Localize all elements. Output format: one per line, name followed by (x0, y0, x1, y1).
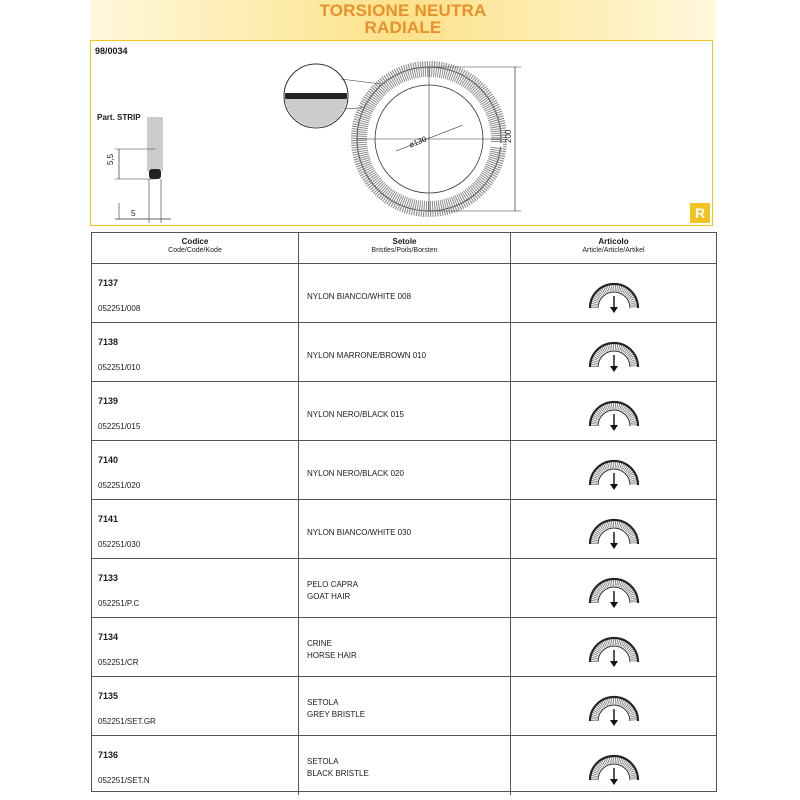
article-cell (510, 618, 716, 676)
table-row (92, 382, 716, 441)
product-reference: 052251/015 (98, 422, 141, 431)
page-title-line2: RADIALE (364, 18, 442, 37)
bristle-line1: CRINE (307, 639, 332, 648)
strip-detail-label: Part. STRIP (97, 113, 141, 122)
table-header (92, 233, 716, 264)
bristle-cell (298, 441, 510, 499)
bristle-line2: GREY BRISTLE (307, 710, 366, 719)
table-row (92, 559, 716, 618)
code-cell (92, 736, 298, 795)
bristle-description (307, 291, 411, 303)
product-code: 7139 (98, 396, 119, 406)
technical-drawing-panel (90, 40, 713, 226)
radial-brush-arc-icon (586, 573, 642, 614)
article-cell (510, 677, 716, 735)
bristle-description (307, 697, 365, 721)
bristle-line1: NYLON NERO/BLACK 020 (307, 469, 404, 478)
table-row (92, 323, 716, 382)
code-cell (92, 559, 298, 617)
product-table (91, 232, 717, 792)
bristle-description (307, 527, 411, 539)
radial-brush-arc-icon (586, 455, 642, 496)
bristle-description (307, 579, 358, 603)
header-articolo: Articolo Article/Article/Artikel (510, 233, 716, 263)
product-reference: 052251/SET.N (98, 776, 150, 785)
bristle-line1: NYLON BIANCO/WHITE 030 (307, 528, 412, 537)
product-code: 7133 (98, 573, 119, 583)
product-reference: 052251/SET.GR (98, 717, 156, 726)
bristle-line2: BLACK BRISTLE (307, 769, 369, 778)
radial-brush-arc-icon (586, 632, 642, 673)
page-title-line1: TORSIONE NEUTRA (319, 1, 487, 20)
brush-drawing-svg (91, 41, 711, 225)
code-cell (92, 323, 298, 381)
bristle-description (307, 409, 404, 421)
article-cell (510, 382, 716, 440)
bristle-line1: SETOLA (307, 757, 339, 766)
header-setole: Setole Bristles/Poils/Borsten (298, 233, 510, 263)
bristle-description (307, 638, 357, 662)
table-row (92, 677, 716, 736)
table-row (92, 500, 716, 559)
code-cell (92, 382, 298, 440)
product-code: 7136 (98, 750, 119, 760)
bristle-cell (298, 264, 510, 322)
bristle-line2: HORSE HAIR (307, 651, 357, 660)
header-codice: Codice Code/Code/Kode (168, 237, 222, 254)
table-row (92, 441, 716, 500)
bristle-cell (298, 618, 510, 676)
radial-brush-arc-icon (586, 278, 642, 319)
article-cell (510, 264, 716, 322)
strip-width-dim: 5 (131, 209, 136, 218)
table-row (92, 618, 716, 677)
bristle-cell (298, 323, 510, 381)
bristle-line2: GOAT HAIR (307, 592, 351, 601)
article-cell (510, 323, 716, 381)
strip-detail-icon (115, 117, 171, 223)
radial-brush-arc-icon (586, 750, 642, 791)
bristle-description (307, 350, 426, 362)
code-cell (92, 677, 298, 735)
product-reference: 052251/008 (98, 304, 141, 313)
product-code: 7134 (98, 632, 119, 642)
code-cell (92, 618, 298, 676)
r-badge: R (690, 203, 710, 223)
header-band (90, 0, 716, 40)
product-reference: 052251/010 (98, 363, 141, 372)
inner-diameter-label: ø130 (407, 134, 428, 150)
bristle-line1: NYLON MARRONE/BROWN 010 (307, 351, 427, 360)
product-code: 7140 (98, 455, 119, 465)
radial-brush-arc-icon (586, 396, 642, 437)
code-cell (92, 264, 298, 322)
product-code: 7137 (98, 278, 119, 288)
bristle-cell (298, 500, 510, 558)
article-cell (510, 441, 716, 499)
bristle-line1: SETOLA (307, 698, 339, 707)
radial-brush-arc-icon (586, 514, 642, 555)
table-row (92, 736, 716, 795)
product-reference: 052251/030 (98, 540, 141, 549)
article-cell (510, 559, 716, 617)
bristle-description (307, 756, 369, 780)
brush-ring-icon (357, 67, 521, 211)
outer-dimension-label: 200 (504, 129, 513, 143)
bristle-line1: PELO CAPRA (307, 580, 359, 589)
drawing-code-ref: 98/0034 (95, 46, 128, 56)
article-cell (510, 500, 716, 558)
product-code: 7138 (98, 337, 119, 347)
code-cell (92, 441, 298, 499)
product-code: 7135 (98, 691, 119, 701)
product-reference: 052251/CR (98, 658, 139, 667)
product-reference: 052251/020 (98, 481, 141, 490)
code-cell (92, 500, 298, 558)
strip-height-dim: 5,5 (106, 153, 115, 165)
bristle-cell (298, 736, 510, 795)
bristle-cell (298, 382, 510, 440)
table-row (92, 264, 716, 323)
bristle-description (307, 468, 404, 480)
article-cell (510, 736, 716, 795)
radial-brush-arc-icon (586, 691, 642, 732)
product-reference: 052251/P.C (98, 599, 140, 608)
product-code: 7141 (98, 514, 119, 524)
bristle-line1: NYLON BIANCO/WHITE 008 (307, 292, 412, 301)
bristle-line1: NYLON NERO/BLACK 015 (307, 410, 404, 419)
bristle-cell (298, 559, 510, 617)
bristle-cell (298, 677, 510, 735)
radial-brush-arc-icon (586, 337, 642, 378)
